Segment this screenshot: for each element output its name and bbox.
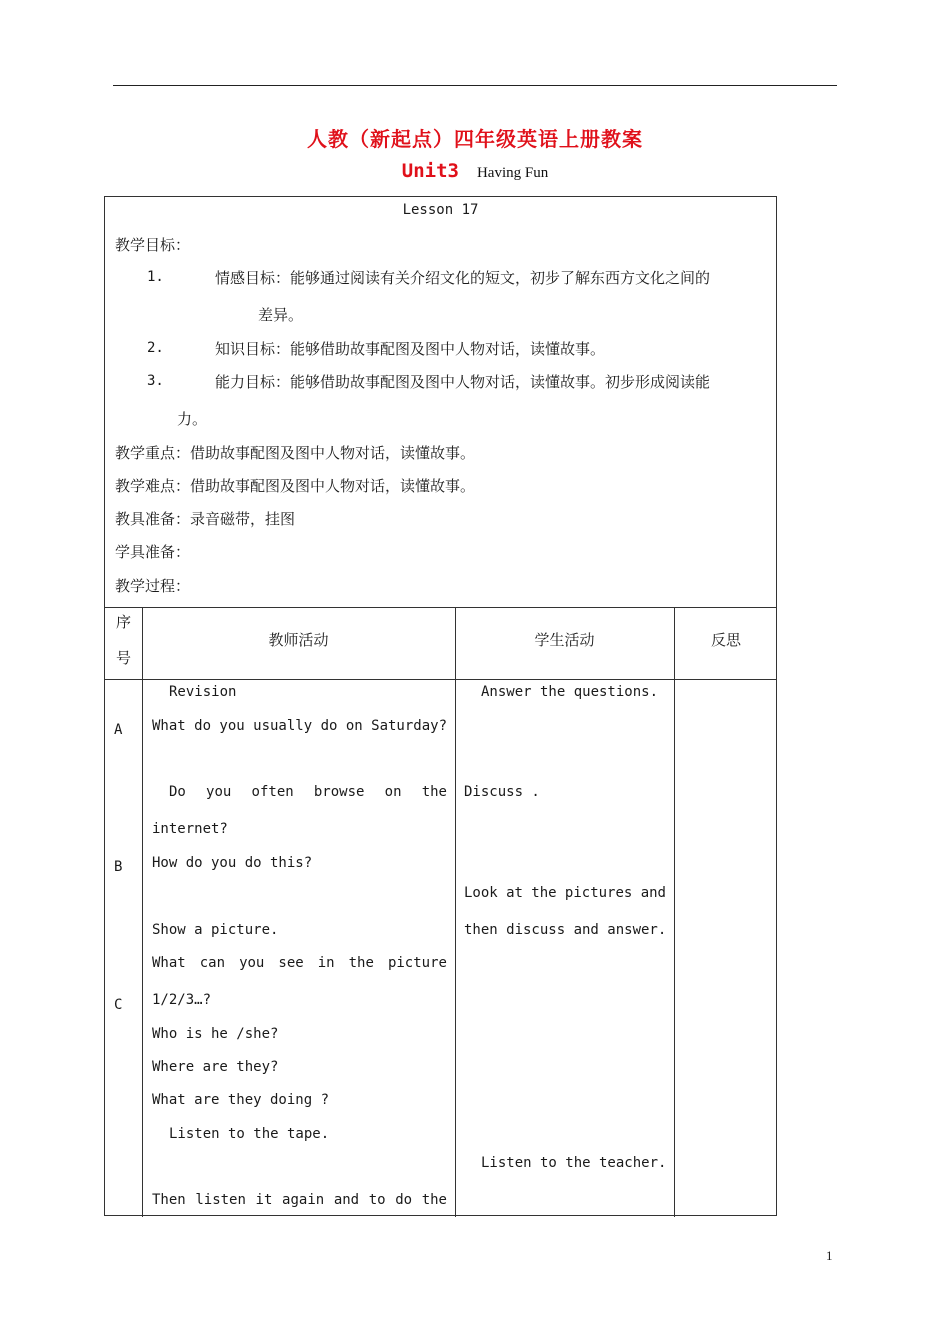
word: pictures — [564, 885, 633, 901]
teacher-activity: Who is he /she? — [152, 1026, 279, 1042]
objective-text: 知识目标：能够借助故事配图及图中人物对话，读懂故事。 — [215, 340, 606, 358]
teacher-activity: 1/2/3…? — [152, 992, 212, 1008]
teacher-activity: internet? — [152, 821, 228, 837]
lesson-name: Lesson 17 — [402, 202, 479, 218]
student-materials: 学具准备： — [115, 543, 191, 561]
teacher-activity-justified — [152, 955, 447, 971]
table-header-bottom-border — [105, 679, 776, 680]
objective-number: 3. — [147, 373, 164, 389]
objective-number: 2. — [147, 340, 164, 356]
student-activity: Discuss . — [464, 784, 540, 800]
word: and — [333, 1192, 360, 1208]
student-activity: Listen to the teacher. — [481, 1155, 667, 1171]
word: browse — [313, 784, 365, 800]
seq-label: A — [114, 722, 123, 738]
word: Look — [464, 885, 498, 901]
teacher-activity: What do you usually do on Saturday? — [152, 718, 448, 734]
column-divider — [674, 607, 675, 1217]
word: on — [384, 784, 402, 800]
header-teacher-activity: 教师活动 — [268, 631, 329, 649]
word: do — [395, 1192, 413, 1208]
key-points: 教学重点：借助故事配图及图中人物对话，读懂故事。 — [115, 444, 476, 462]
word: the — [531, 885, 557, 901]
header-rule — [113, 85, 837, 86]
objective-number: 1. — [147, 269, 164, 285]
header-student-activity: 学生活动 — [534, 631, 595, 649]
teacher-activity: Where are they? — [152, 1059, 279, 1075]
objective-text-continued: 差异。 — [258, 306, 304, 324]
teacher-activity: How do you do this? — [152, 855, 313, 871]
page-number: 1 — [826, 1248, 833, 1263]
word: see — [278, 955, 304, 971]
word: Then — [152, 1192, 186, 1208]
word: the — [348, 955, 374, 971]
teacher-activity-justified — [152, 1192, 447, 1208]
teacher-materials: 教具准备：录音磁带，挂图 — [115, 510, 296, 528]
word: often — [251, 784, 294, 800]
word: and — [640, 885, 666, 901]
teacher-activity-justified — [169, 784, 447, 800]
process-heading: 教学过程： — [115, 577, 191, 595]
teacher-activity: Revision — [169, 684, 237, 700]
objective-text-continued: 力。 — [177, 410, 208, 428]
unit-heading — [0, 160, 950, 182]
objectives-heading: 教学目标： — [115, 236, 191, 254]
column-divider — [455, 607, 456, 1217]
header-seq: 序 — [116, 613, 132, 631]
student-activity: then discuss and answer. — [464, 922, 667, 938]
document-title: 人教（新起点）四年级英语上册教案 — [307, 127, 643, 151]
unit-label: Unit3 — [401, 160, 459, 182]
word: in — [317, 955, 335, 971]
word: can — [199, 955, 226, 971]
objective-text: 情感目标：能够通过阅读有关介绍文化的短文，初步了解东西方文化之间的 — [215, 269, 711, 287]
unit-name: Having Fun — [476, 165, 549, 181]
word: What — [152, 955, 186, 971]
teacher-activity: Show a picture. — [152, 922, 279, 938]
lesson-plan-table — [104, 196, 777, 1216]
column-divider — [142, 607, 143, 1217]
word: to — [368, 1192, 386, 1208]
seq-label: C — [114, 997, 123, 1013]
word: the — [421, 1192, 447, 1208]
objective-text: 能力目标：能够借助故事配图及图中人物对话，读懂故事。初步形成阅读能 — [215, 373, 711, 391]
header-seq-2: 号 — [116, 649, 132, 667]
word: Do — [169, 784, 186, 800]
word: you — [239, 955, 265, 971]
student-activity: Answer the questions. — [481, 684, 659, 700]
difficulties: 教学难点：借助故事配图及图中人物对话，读懂故事。 — [115, 477, 476, 495]
table-header-top-border — [105, 607, 776, 608]
word: listen — [195, 1192, 246, 1208]
seq-label: B — [114, 859, 123, 875]
word: it — [255, 1192, 273, 1208]
teacher-activity: What are they doing ? — [152, 1092, 330, 1108]
word: at — [506, 885, 523, 901]
word: you — [206, 784, 232, 800]
word: picture — [387, 955, 447, 971]
word: the — [421, 784, 447, 800]
header-reflection: 反思 — [710, 631, 741, 649]
teacher-activity: Listen to the tape. — [169, 1126, 330, 1142]
word: again — [282, 1192, 325, 1208]
student-activity-justified — [464, 885, 666, 901]
